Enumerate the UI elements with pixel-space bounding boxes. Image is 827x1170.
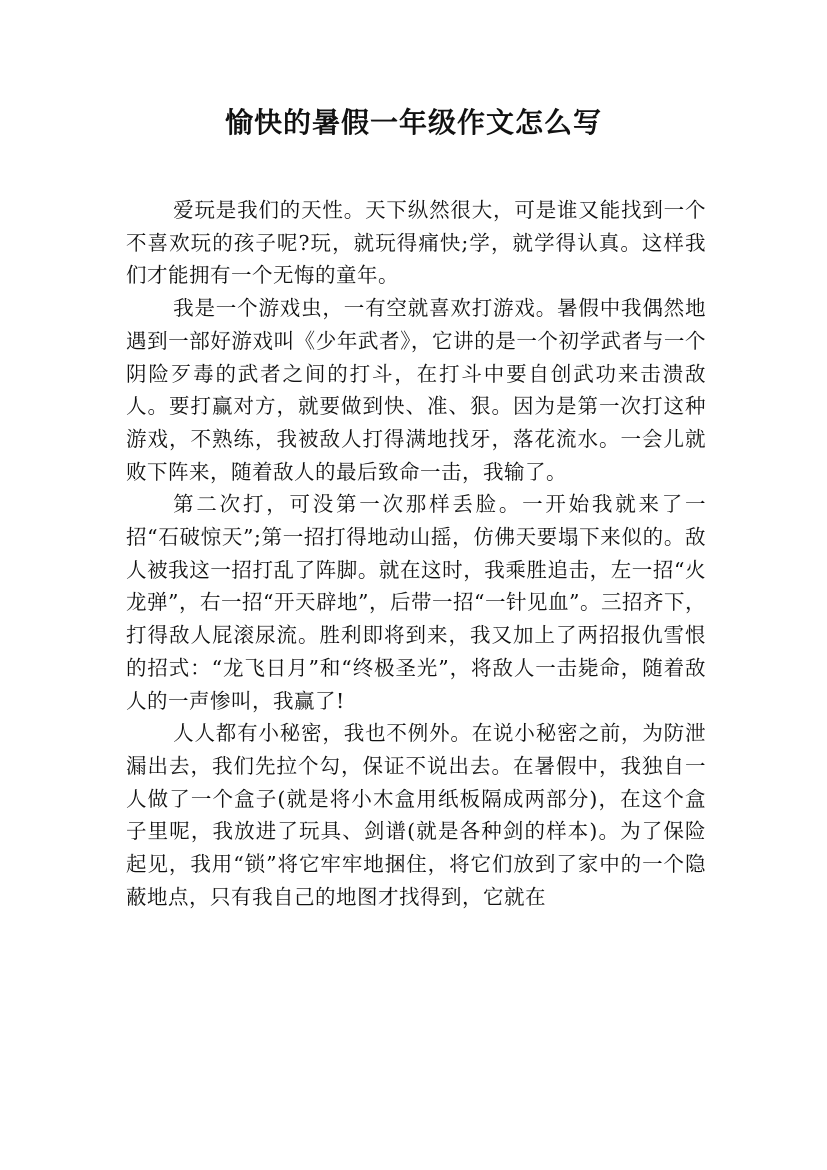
paragraph-1: 爱玩是我们的天性。天下纵然很大，可是谁又能找到一个不喜欢玩的孩子呢?玩，就玩得痛快;学，就学得认真。这样我们才能拥有一个无悔的童年。 — [126, 198, 706, 288]
document-body — [126, 194, 706, 913]
document-title: 愉快的暑假一年级作文怎么写 — [224, 106, 602, 139]
paragraph-2: 我是一个游戏虫，一有空就喜欢打游戏。暑假中我偶然地遇到一部好游戏叫《少年武者》，它讲的是一个初学武者与一个阴险歹毒的武者之间的打斗，在打斗中要自创武功来击溃敌人。要打赢对方，就要做到快、准、狠。因为是第一次打这种游戏，不熟练，我被敌人打得满地找牙，落花流水。一会儿就败下阵来，随着敌人的最后致命一击，我输了。 — [126, 296, 706, 484]
paragraph-4: 人人都有小秘密，我也不例外。在说小秘密之前，为防泄漏出去，我们先拉个勾，保证不说出去。在暑假中，我独自一人做了一个盒子(就是将小木盒用纸板隔成两部分)，在这个盒子里呢，我放进了玩具、剑谱(就是各种剑的样本)。为了保险起见，我用“锁”将它牢牢地捆住，将它们放到了家中的一个隐蔽地点，只有我自己的地图才找得到，它就在 — [126, 721, 706, 909]
paragraph-3: 第二次打，可没第一次那样丢脸。一开始我就来了一招“石破惊天”;第一招打得地动山摇，仿佛天要塌下来似的。敌人被我这一招打乱了阵脚。就在这时，我乘胜追击，左一招“火龙弹”，右一招“开天辟地”，后带一招“一针见血”。三招齐下，打得敌人屁滚尿流。胜利即将到来，我又加上了两招报仇雪恨的招式：“龙飞日月”和“终极圣光”，将敌人一击毙命，随着敌人的一声惨叫，我赢了! — [126, 492, 706, 713]
